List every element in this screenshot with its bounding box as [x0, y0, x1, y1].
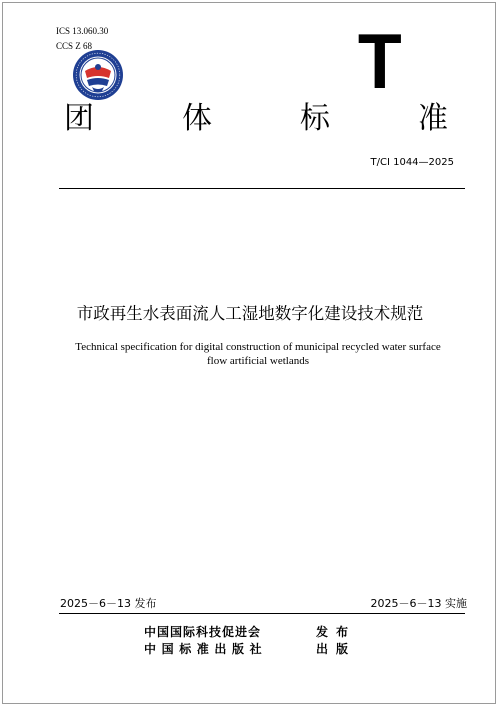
publisher-row — [144, 624, 374, 641]
document-title-chinese: 市政再生水表面流人工湿地数字化建设技术规范 — [76, 304, 424, 323]
standard-number: T/CI 1044—2025 — [370, 157, 454, 168]
standard-type-char: 标 — [300, 101, 330, 136]
standard-type-char: 团 — [64, 101, 94, 136]
publisher-action: 出版 — [316, 642, 357, 656]
publisher-org: 中国标准出版社 — [144, 642, 268, 656]
ccs-code: CCS Z 68 — [56, 41, 93, 51]
association-seal-icon — [72, 49, 124, 101]
standard-type-char: 体 — [182, 101, 212, 136]
standard-type-heading — [64, 99, 458, 139]
standard-type-char: 准 — [418, 101, 448, 136]
title-english-line: flow artificial wetlands — [206, 355, 310, 367]
title-english-line: Technical specification for digital construction of municipal recycled water surface — [75, 341, 441, 353]
implementation-date: 2025－6－13 实施 — [370, 597, 467, 610]
footer-divider — [59, 613, 465, 614]
publisher-org: 中国国际科技促进会 — [144, 625, 262, 639]
issue-date: 2025－6－13 发布 — [60, 597, 157, 610]
publisher-block — [144, 624, 374, 658]
publisher-action: 发布 — [316, 625, 357, 639]
document-title-english — [58, 340, 458, 368]
publisher-row — [144, 641, 374, 658]
header-divider — [59, 188, 465, 189]
standard-category-letter: T — [357, 17, 402, 105]
ics-code: ICS 13.060.30 — [56, 26, 109, 36]
